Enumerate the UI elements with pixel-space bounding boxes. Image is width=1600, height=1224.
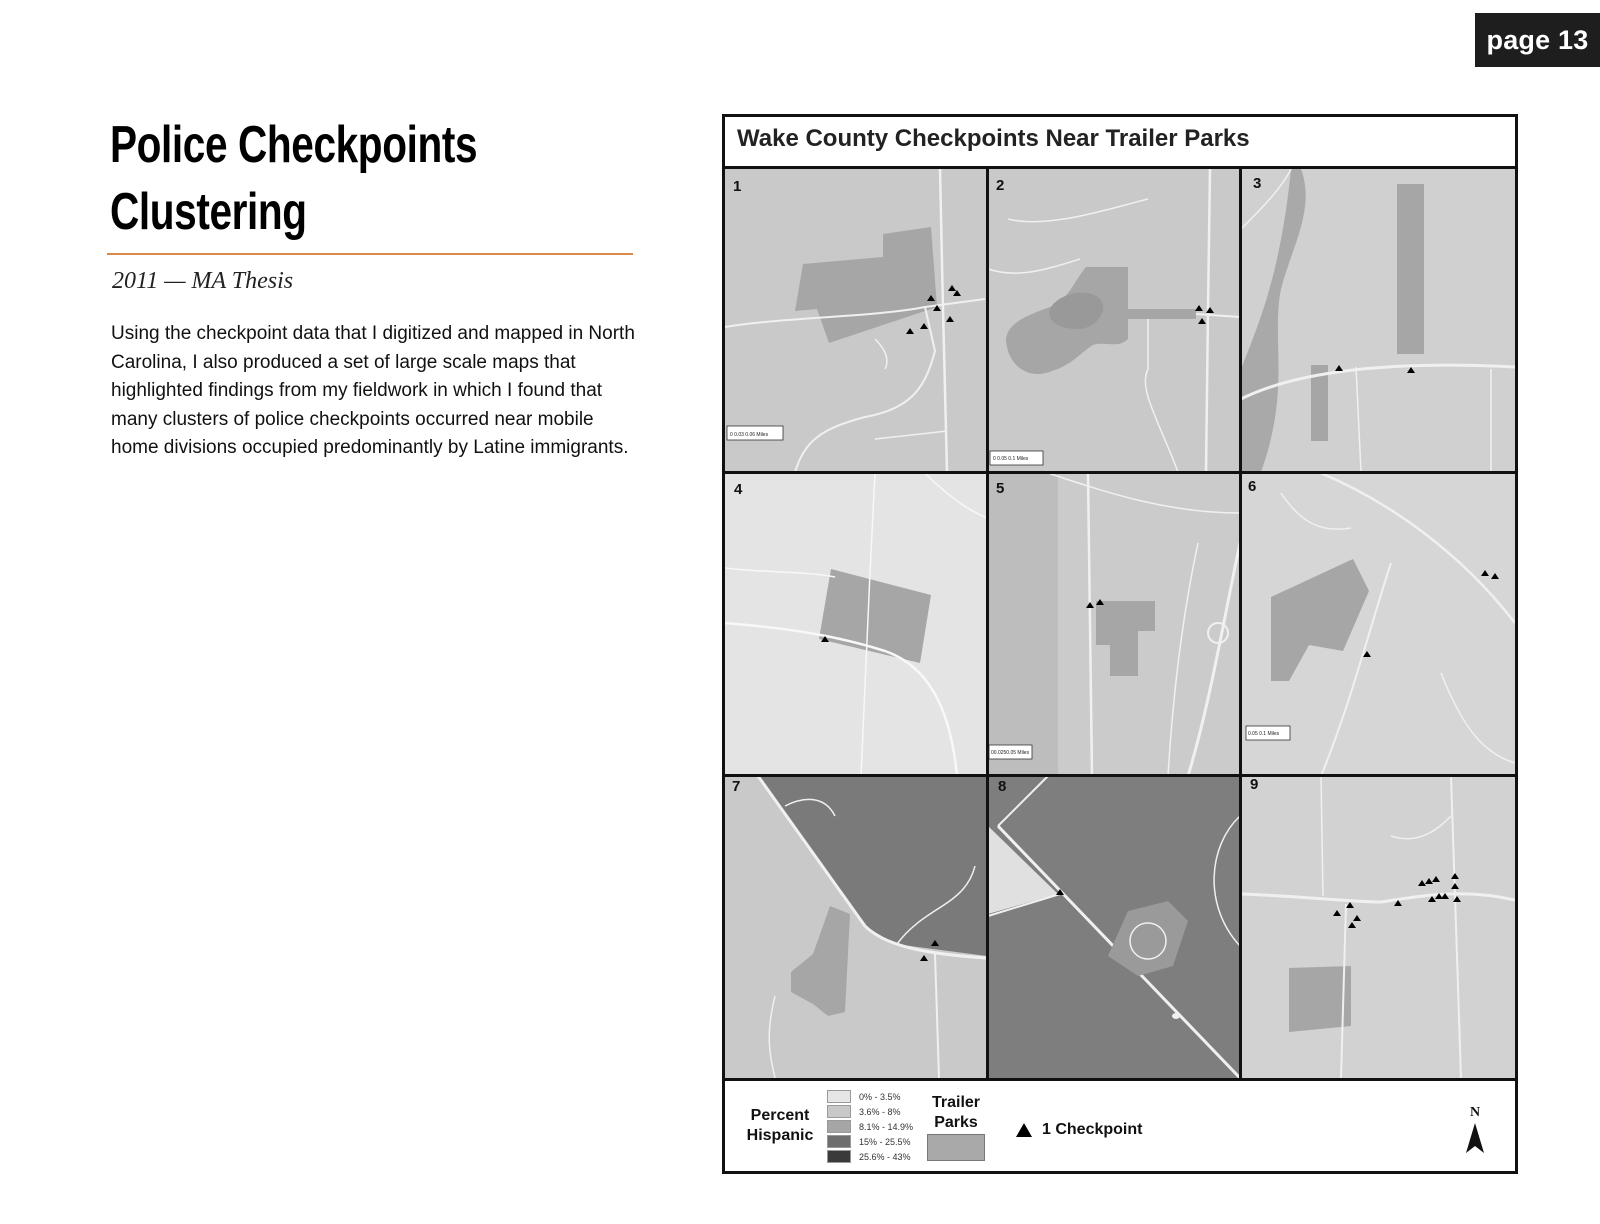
panel-number-8: 8: [998, 778, 1007, 795]
legend-swatch-4: [827, 1135, 851, 1148]
north-label: N: [1469, 1105, 1481, 1120]
scale-bar-p1: 0 0.03 0.06 Miles: [730, 432, 769, 438]
legend-class-label-2: 3.6% - 8%: [859, 1106, 901, 1117]
legend-parks-word: Parks: [934, 1114, 978, 1131]
legend-class-label-4: 15% - 25.5%: [859, 1136, 911, 1147]
panel-number-4: 4: [734, 481, 743, 498]
legend-swatch-5: [827, 1150, 851, 1163]
checkpoint-triangle-icon: [1015, 1122, 1033, 1138]
legend-checkpoint: [1015, 1121, 1142, 1139]
page-number-badge: page 13: [1475, 13, 1600, 67]
legend-class-3: [827, 1119, 913, 1134]
north-arrow: [1463, 1105, 1487, 1160]
map-panel-7: [725, 776, 987, 1078]
map-panel-8: [988, 776, 1240, 1078]
legend-trailer-word: Trailer: [931, 1094, 981, 1111]
panel-number-3: 3: [1253, 175, 1262, 192]
panel-number-2: 2: [996, 177, 1005, 194]
panel-number-9: 9: [1250, 776, 1259, 793]
title-line-2: Clustering: [110, 183, 307, 241]
map-title: Wake County Checkpoints Near Trailer Parks: [737, 125, 1250, 152]
map-panel-grid: [725, 166, 1515, 1081]
title-divider: [107, 253, 633, 255]
legend-class-1: [827, 1089, 901, 1104]
legend-class-label-3: 8.1% - 14.9%: [859, 1121, 914, 1132]
legend-trailer-swatch: [927, 1134, 985, 1161]
legend-percent-hispanic: [743, 1106, 817, 1146]
legend-hispanic-word: Hispanic: [746, 1127, 814, 1144]
legend-swatch-2: [827, 1105, 851, 1118]
map-panel-9: [1241, 776, 1515, 1078]
title-line-1: Police Checkpoints: [110, 116, 478, 174]
north-arrow-icon: [1464, 1121, 1486, 1155]
legend-class-2: [827, 1104, 901, 1119]
subtitle: 2011 — MA Thesis: [112, 268, 294, 294]
legend-class-5: [827, 1149, 911, 1164]
panel-number-7: 7: [732, 778, 741, 795]
scale-bar-p6: 0.05 0.1 Miles: [1248, 731, 1280, 737]
legend-swatch-3: [827, 1120, 851, 1133]
panel-number-6: 6: [1248, 478, 1257, 495]
map-panel-3: [1241, 169, 1515, 472]
scale-bar-p2: 0 0.05 0.1 Miles: [993, 456, 1029, 462]
map-figure: [722, 114, 1518, 1174]
legend-class-label-1: 0% - 3.5%: [859, 1091, 901, 1102]
map-panel-5: [988, 473, 1240, 776]
legend-class-4: [827, 1134, 911, 1149]
map-legend: [725, 1081, 1515, 1171]
scale-bar-p5: 00.0250.05 Miles: [991, 750, 1030, 756]
map-panels-svg: [725, 169, 1515, 1078]
page-title: [110, 112, 547, 246]
panel-number-5: 5: [996, 480, 1005, 497]
legend-class-label-5: 25.6% - 43%: [859, 1151, 911, 1162]
legend-swatch-1: [827, 1090, 851, 1103]
body-paragraph: Using the checkpoint data that I digitized and mapped in North Carolina, I also produced a set of large scale maps that highlighted findings from my fieldwork in which I found that many clusters of police checkpoints occurred near mobile home divisions occupied predominantly by Latine immigrants.: [111, 323, 635, 459]
map-panel-6: [1241, 473, 1515, 776]
panel-number-1: 1: [733, 178, 742, 195]
legend-trailer-parks: [921, 1093, 991, 1133]
legend-checkpoint-label: 1 Checkpoint: [1042, 1121, 1143, 1138]
legend-percent-word: Percent: [750, 1107, 810, 1124]
map-panel-4: [725, 473, 987, 776]
